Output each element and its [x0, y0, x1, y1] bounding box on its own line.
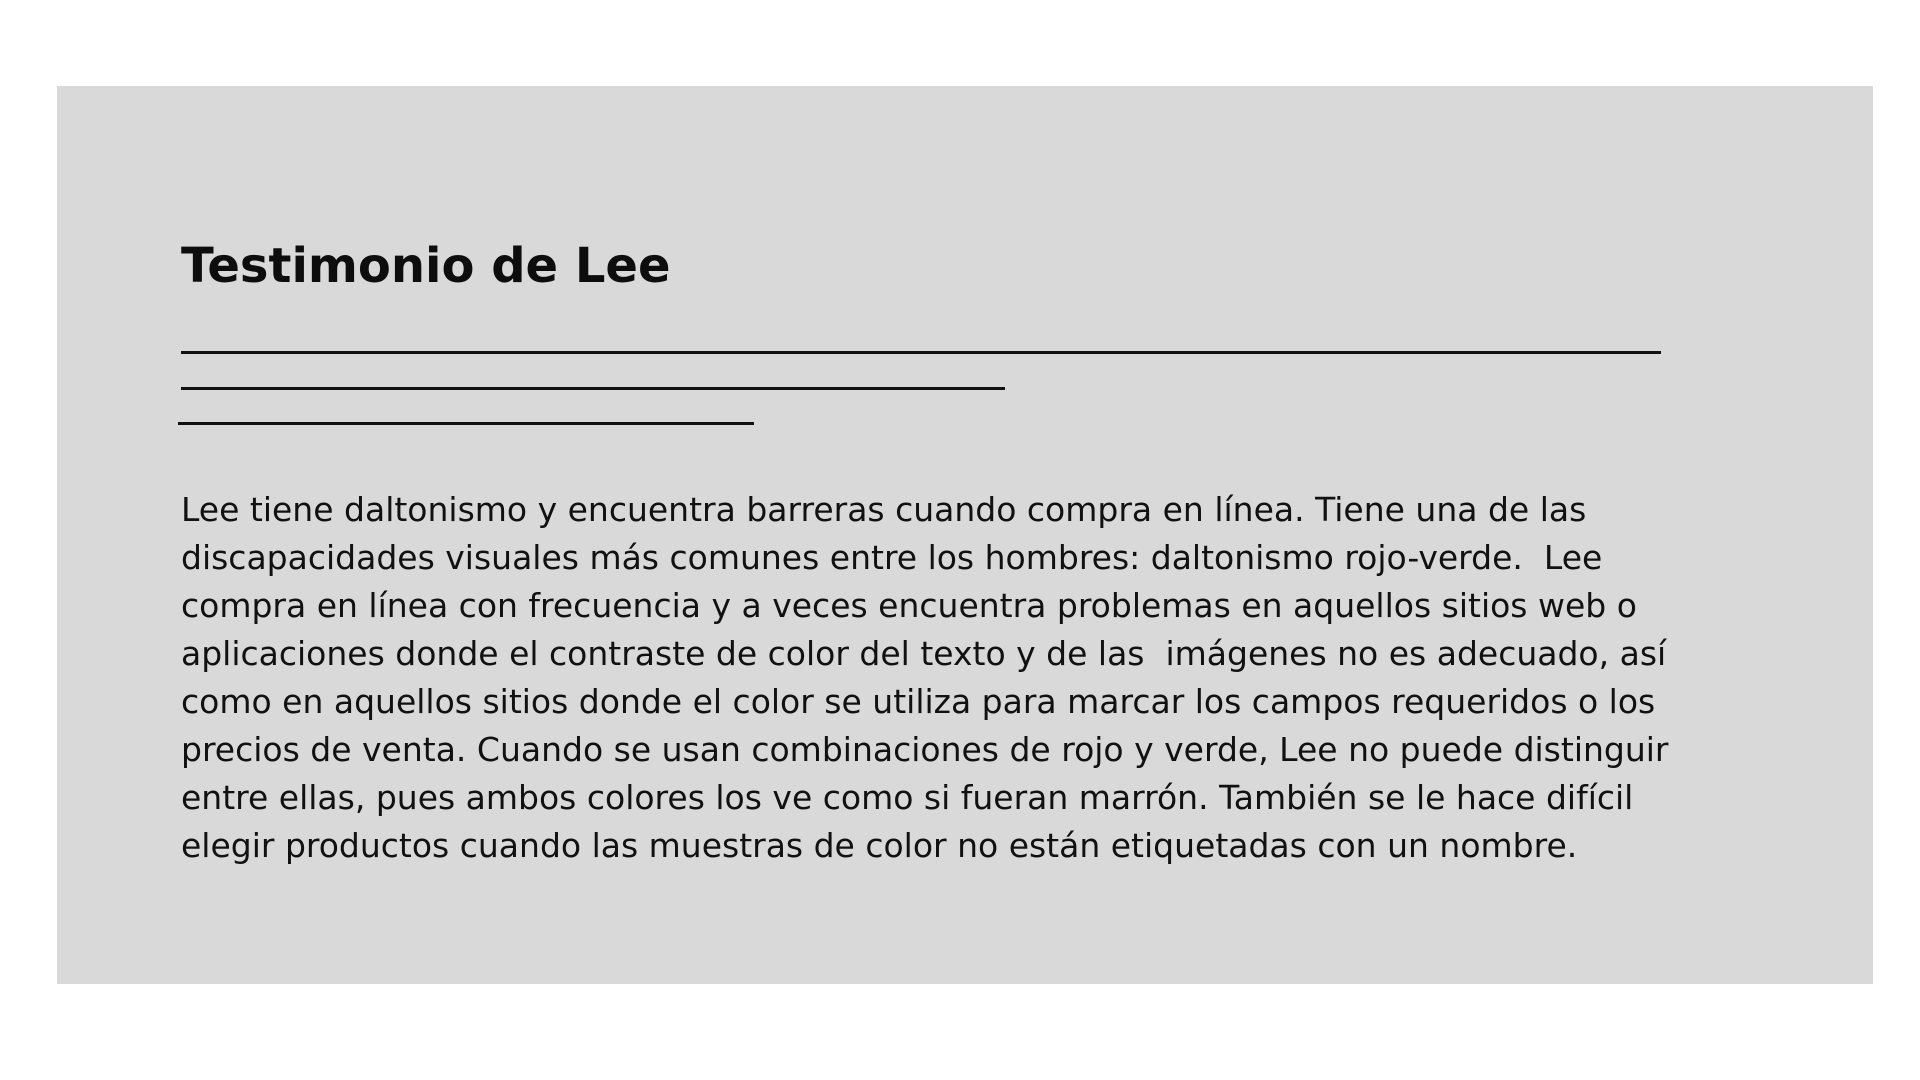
body-line: entre ellas, pues ambos colores los ve como si fueran marrón. También se le hace difícil — [181, 778, 1634, 817]
body-line: precios de venta. Cuando se usan combinaciones de rojo y verde, Lee no puede distinguir — [181, 730, 1669, 769]
body-line: elegir productos cuando las muestras de color no están etiquetadas con un nombre. — [181, 826, 1578, 865]
testimonial-title: Testimonio de Lee — [181, 238, 671, 294]
divider-line-3 — [178, 422, 754, 425]
body-line: Lee tiene daltonismo y encuentra barreras cuando compra en línea. Tiene una de las — [181, 490, 1587, 529]
body-line: como en aquellos sitios donde el color se utiliza para marcar los campos requeridos o los — [181, 682, 1656, 721]
divider-line-2 — [181, 387, 1005, 390]
body-line: discapacidades visuales más comunes entre los hombres: daltonismo rojo-verde. Lee — [181, 538, 1603, 577]
body-line: compra en línea con frecuencia y a veces encuentra problemas en aquellos sitios web o — [181, 586, 1637, 625]
testimonial-body — [181, 486, 1741, 870]
body-line: aplicaciones donde el contraste de color del texto y de las imágenes no es adecuado, así — [181, 634, 1667, 673]
divider-line-1 — [181, 351, 1661, 354]
